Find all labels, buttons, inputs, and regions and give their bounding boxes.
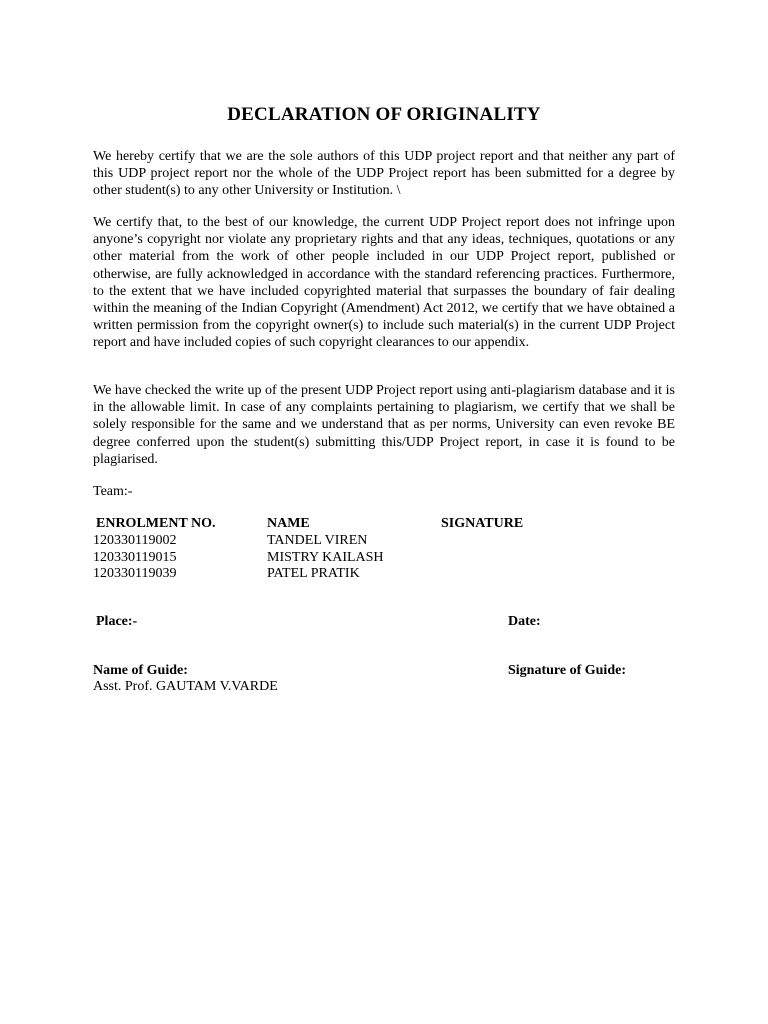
header-signature: SIGNATURE bbox=[441, 516, 524, 531]
enrolment-cell: 120330119039 bbox=[93, 565, 177, 581]
page-title: DECLARATION OF ORIGINALITY bbox=[227, 104, 541, 125]
declaration-paragraph-3: We have checked the write up of the present UDP Project report using anti-plagiarism database and it is in the allowable limit. In case of any complaints pertaining to plagiarism, we certify that we shall be solely responsible for the same and we understand that as per norms, University can even revoke BE degree conferred upon the student(s) submitting this/UDP Project report, in case it is found to be plagiarised. bbox=[93, 383, 675, 467]
declaration-paragraph-2: We certify that, to the best of our knowledge, the current UDP Project report does not infringe upon anyone’s copyright nor violate any proprietary rights and that any ideas, techniques, quotations or any other material from the work of other people included in our UDP Project report, published or otherwise, are fully acknowledged in accordance with the standard referencing practices. Furthermore, to the extent that we have included copyrighted material that surpasses the boundary of fair dealing within the meaning of the Indian Copyright (Amendment) Act 2012, we certify that we have obtained a written permission from the copyright owner(s) to include such material(s) in the current UDP Project report and have included copies of such copyright clearances to our appendix. bbox=[93, 215, 675, 351]
guide-name: Asst. Prof. GAUTAM V.VARDE bbox=[93, 679, 278, 694]
header-name: NAME bbox=[267, 516, 310, 531]
team-table bbox=[93, 516, 561, 582]
guide-signature-label: Signature of Guide: bbox=[508, 663, 626, 678]
name-cell: PATEL PRATIK bbox=[267, 565, 360, 581]
header-enrolment: ENROLMENT NO. bbox=[96, 516, 216, 531]
name-cell: MISTRY KAILASH bbox=[267, 549, 384, 565]
enrolment-cell: 120330119015 bbox=[93, 549, 177, 565]
guide-name-label: Name of Guide: bbox=[93, 663, 188, 678]
signature-cell bbox=[441, 533, 561, 549]
team-table-header bbox=[93, 516, 561, 533]
table-row bbox=[93, 566, 561, 582]
table-row bbox=[93, 533, 561, 549]
name-cell: TANDEL VIREN bbox=[267, 533, 368, 549]
date-label: Date: bbox=[508, 614, 541, 629]
enrolment-cell: 120330119002 bbox=[93, 533, 177, 549]
team-label: Team:- bbox=[93, 484, 133, 499]
table-row bbox=[93, 550, 561, 566]
signature-cell bbox=[441, 566, 561, 582]
signature-cell bbox=[441, 550, 561, 566]
declaration-paragraph-1: We hereby certify that we are the sole authors of this UDP project report and that neither any part of this UDP project report nor the whole of the UDP Project report has been submitted for a degree by other student(s) to any other University or Institution. \ bbox=[93, 149, 675, 199]
place-label: Place:- bbox=[96, 614, 138, 629]
